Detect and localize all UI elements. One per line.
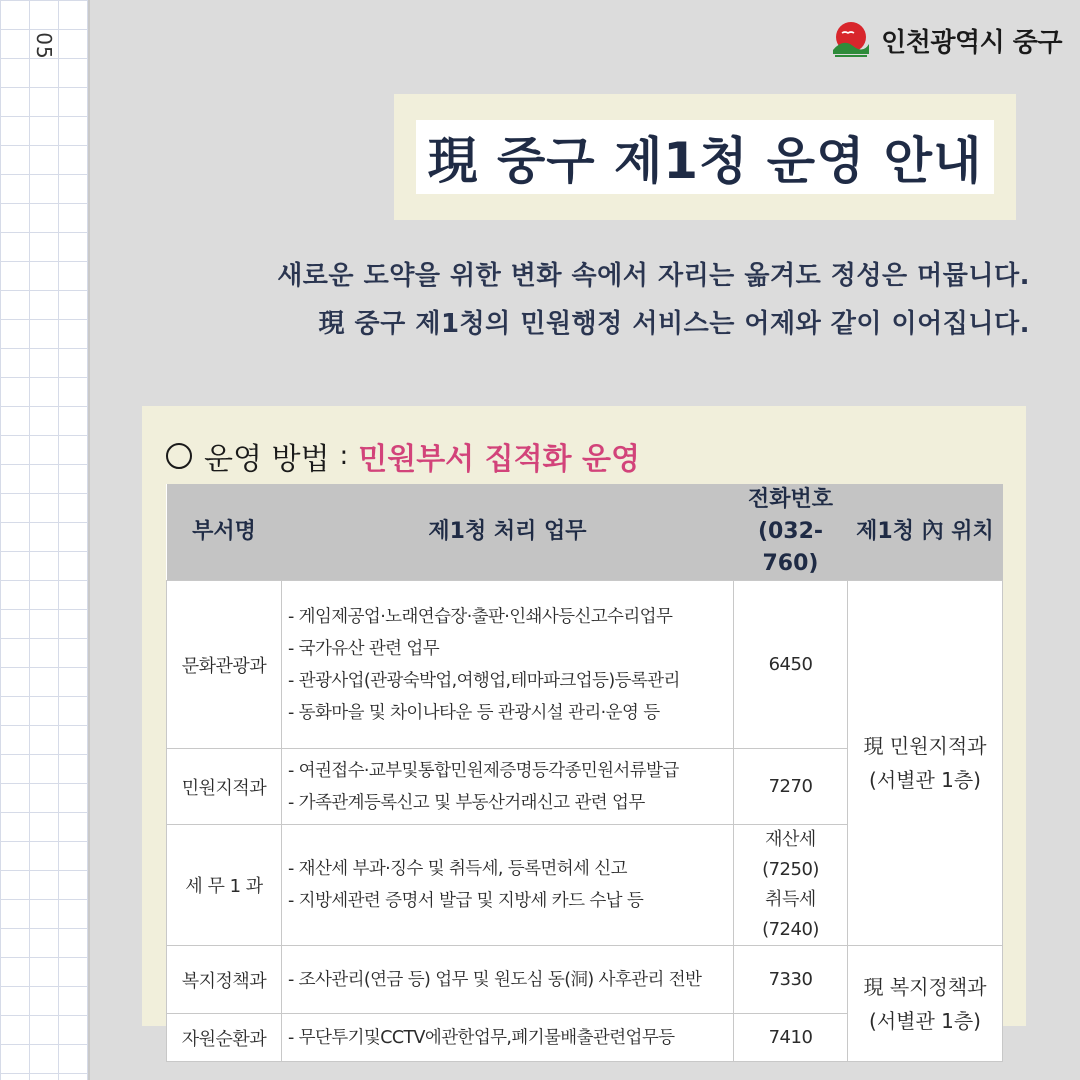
tasks-cell <box>282 581 734 749</box>
location-line1: 現 민원지적과 <box>863 734 987 758</box>
phone-cell: 7330 <box>734 946 848 1014</box>
method-colon: : <box>339 441 349 471</box>
method-value: 민원부서 집적화 운영 <box>358 442 640 477</box>
department-table <box>166 484 1003 1062</box>
tasks-cell <box>282 749 734 825</box>
dept-cell: 자원순환과 <box>167 1014 282 1062</box>
task-line: - 무단투기및CCTV에관한업무,폐기물배출관련업무등 <box>288 1027 675 1048</box>
table-row <box>167 946 1003 1014</box>
task-line: - 지방세관련 증명서 발급 및 지방세 카드 수납 등 <box>288 891 644 911</box>
header-location: 제1청 內 위치 <box>848 484 1003 581</box>
task-line: - 가족관계등록신고 및 부동산거래신고 관련 업무 <box>288 792 645 813</box>
method-label: 운영 방법 <box>204 442 330 477</box>
header-phone <box>734 484 848 581</box>
tasks-cell <box>282 946 734 1014</box>
header-phone-line1: 전화번호 <box>747 487 833 512</box>
phone-cell: 7270 <box>734 749 848 825</box>
table-header-row <box>167 484 1003 581</box>
location-line2: (서별관 1층) <box>869 1008 981 1033</box>
jung-gu-emblem-icon <box>831 20 871 60</box>
location-cell <box>848 581 1003 946</box>
task-line: - 조사관리(연금 등) 업무 및 원도심 동(洞) 사후관리 전반 <box>288 969 702 990</box>
intro-line: 새로운 도약을 위한 변화 속에서 자리는 옮겨도 정성은 머뭅니다. <box>277 261 1030 291</box>
location-cell <box>848 946 1003 1062</box>
task-line: - 게임제공업·노래연습장·출판·인쇄사등신고수리업무 <box>288 606 673 627</box>
intro-line: 現 중구 제1청의 민원행정 서비스는 어제와 같이 이어집니다. <box>318 309 1030 339</box>
tasks-cell <box>282 1014 734 1062</box>
phone-line: 취득세(7240) <box>762 889 819 940</box>
logo-text: 인천광역시 중구 <box>881 27 1062 58</box>
logo <box>831 20 1062 60</box>
task-line: - 관광사업(관광숙박업,여행업,테마파크업등)등록관리 <box>288 670 680 691</box>
header-tasks: 제1청 처리 업무 <box>282 484 734 581</box>
location-line2: (서별관 1층) <box>869 768 981 792</box>
phone-cell <box>734 825 848 946</box>
title-box <box>394 94 1016 220</box>
operation-method <box>166 434 640 478</box>
dept-cell: 복지정책과 <box>167 946 282 1014</box>
header-phone-line2: (032-760) <box>757 519 824 576</box>
header-dept: 부서명 <box>167 484 282 581</box>
dept-cell: 세 무 1 과 <box>167 825 282 946</box>
task-line: - 여권접수·교부및통합민원제증명등각종민원서류발급 <box>288 760 679 781</box>
intro-text <box>277 252 1030 348</box>
phone-cell: 6450 <box>734 581 848 749</box>
location-line1: 現 복지정책과 <box>863 974 987 999</box>
table-row <box>167 581 1003 749</box>
dept-cell: 문화관광과 <box>167 581 282 749</box>
notebook-grid-margin <box>0 0 90 1080</box>
page-number: 05 <box>32 32 56 60</box>
circle-bullet-icon <box>166 443 192 469</box>
dept-cell: 민원지적과 <box>167 749 282 825</box>
phone-cell: 7410 <box>734 1014 848 1062</box>
tasks-cell <box>282 825 734 946</box>
task-line: - 국가유산 관련 업무 <box>288 638 440 659</box>
phone-line: 재산세(7250) <box>762 829 819 880</box>
info-panel <box>142 406 1026 1050</box>
task-line: - 동화마을 및 차이나타운 등 관광시설 관리·운영 등 <box>288 702 660 723</box>
page-title: 現 중구 제1청 운영 안내 <box>416 120 994 194</box>
task-line: - 재산세 부과·징수 및 취득세, 등록면허세 신고 <box>288 859 627 879</box>
